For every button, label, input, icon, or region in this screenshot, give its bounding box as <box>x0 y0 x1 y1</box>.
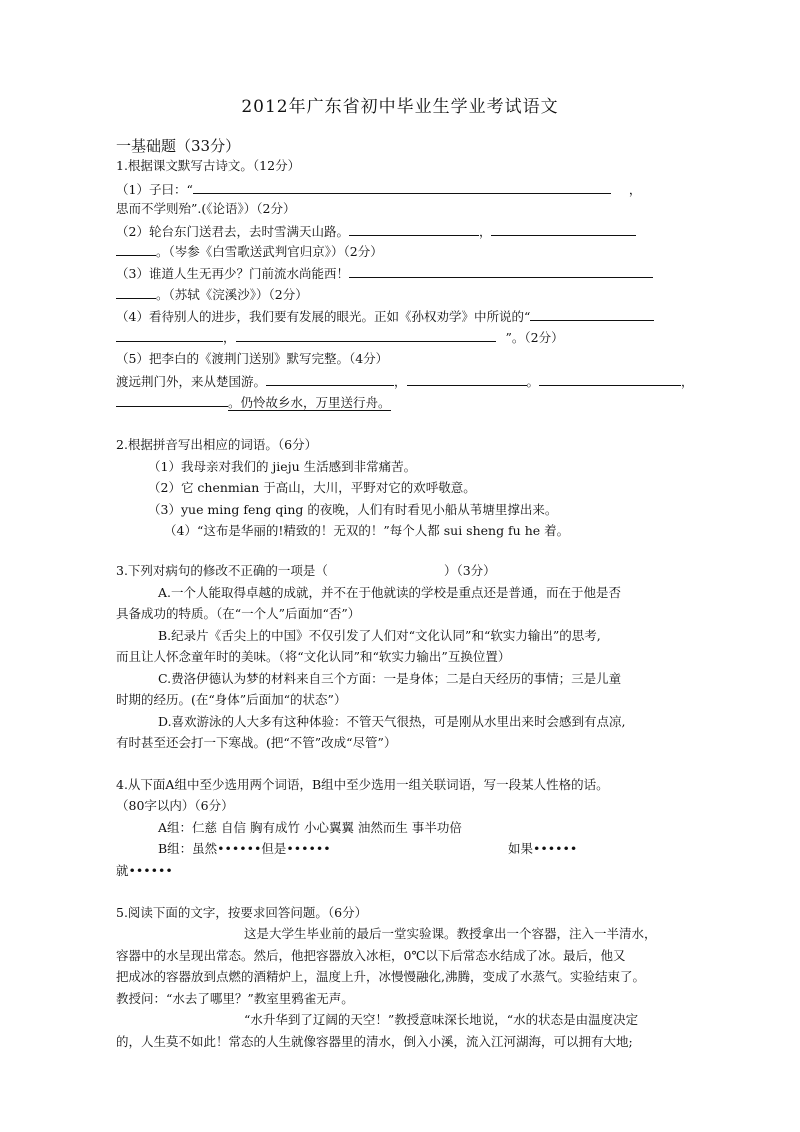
q1-item-5-period: 。 <box>526 374 540 389</box>
q1-item-2-line <box>116 222 636 241</box>
q2-heading: 2.根据拼音写出相应的词语。（6分） <box>116 437 318 452</box>
answer-blank[interactable] <box>349 264 653 278</box>
q1-item-1-prompt: （1）子曰：“ <box>116 182 193 197</box>
q3-option-b: B.纪录片《舌尖上的中国》不仅引发了人们对“文化认同”和“软实力输出”的思考, <box>158 628 601 643</box>
q1-item-2-end <box>116 242 383 261</box>
q3-heading <box>116 562 496 580</box>
q1-item-4-prompt: （4）看待别人的进步，我们要有发展的眼光。正如《孙权劝学》中所说的“ <box>116 309 531 324</box>
q1-item-5-prompt: 渡远荆门外，来从楚国游。 <box>116 374 267 389</box>
q2-item-1: （1）我母亲对我们的 jieju 生活感到非常痛苦。 <box>148 459 417 474</box>
answer-blank[interactable] <box>236 328 496 342</box>
answer-blank[interactable] <box>116 328 223 342</box>
answer-blank[interactable] <box>530 307 654 321</box>
answer-blank[interactable] <box>193 180 611 194</box>
q2-item-3: （3）yue ming feng qing 的夜晚，人们有时看见小船从苇塘里撑出来。 <box>148 502 558 517</box>
q1-item-4-end <box>116 328 564 347</box>
answer-blank[interactable] <box>116 242 156 256</box>
q1-item-5-comma: ， <box>394 374 407 389</box>
q5-passage-line-1: 这是大学生毕业前的最后一堂实验课。教授拿出一个容器，注入一半清水， <box>244 926 657 941</box>
answer-blank[interactable] <box>116 285 156 299</box>
q1-item-5-comma-2: ， <box>681 374 694 389</box>
q1-item-2-comma: ， <box>478 224 492 239</box>
q1-item-2-source: 。（岑参《白雪歌送武判官归京》）（2分） <box>156 244 383 259</box>
answer-blank[interactable] <box>539 372 681 386</box>
q5-heading: 5.阅读下面的文字，按要求回答问题。（6分） <box>116 905 368 920</box>
answer-blank[interactable] <box>349 222 479 236</box>
q1-heading: 1.根据课文默写古诗文。（12分） <box>116 158 301 173</box>
q1-item-2-prompt: （2）轮台东门送君去，去时雪满天山路。 <box>116 224 349 239</box>
q1-item-1-comma: ， <box>628 182 642 197</box>
q1-item-3-source: 。（苏轼《浣溪沙》）（2分） <box>156 287 308 302</box>
q5-passage-line-5: “水升华到了辽阔的天空！”教授意味深长地说，“水的状态是由温度决定 <box>244 1012 639 1027</box>
q1-item-5-final: 。仍怜故乡水，万里送行舟。 <box>228 395 391 410</box>
q5-passage-line-2: 容器中的水呈现出常态。然后，他把容器放入冰柜，0℃以下后常态水结成了冰。最后，他又 <box>116 948 626 963</box>
q3-option-c-cont: 时期的经历。(在“身体”后面加“的状态”） <box>116 692 347 707</box>
q4-group-b-if: 如果•••••• <box>508 841 578 856</box>
q1-item-4-comma: ， <box>223 330 236 345</box>
q5-passage-line-4: 教授问：“水去了哪里？”教室里鸦雀无声。 <box>116 991 354 1006</box>
q1-item-3-prompt: （3）谁道人生无再少？门前流水尚能西！ <box>116 266 349 281</box>
q3-option-a-cont: 具备成功的特质。（在“一个人”后面加“否”） <box>116 606 361 621</box>
q3-option-c: C.费洛伊德认为梦的材料来自三个方面：一是身体；二是白天经历的事情；三是儿童 <box>158 671 622 686</box>
q1-item-5-end <box>116 393 391 412</box>
q1-item-3-line <box>116 264 653 283</box>
q4-group-b: B组：虽然••••••但是•••••• <box>158 841 331 856</box>
q4-limit: （80字以内）（6分） <box>116 798 234 813</box>
q1-item-1-source: 思而不学则殆”.(《论语》）（2分） <box>116 201 296 216</box>
q3-option-d-cont: 有时甚至还会打一下寒战。(把“不管”改成“尽管”） <box>116 735 397 750</box>
q5-passage-line-6: 的，人生莫不如此！常态的人生就像容器里的清水，倒入小溪，流入江河湖海，可以拥有大地; <box>116 1034 633 1049</box>
q3-option-b-cont: 而且让人怀念童年时的美味。（将“文化认同”和“软实力输出”互换位置） <box>116 649 511 664</box>
answer-blank[interactable] <box>407 372 527 386</box>
answer-blank[interactable] <box>266 372 394 386</box>
q5-passage-line-3: 把成冰的容器放到点燃的酒精炉上，温度上升，冰慢慢融化,沸腾，变成了水蒸气。实验结束了。 <box>116 969 645 984</box>
q4-group-a: A组：仁慈 自信 胸有成竹 小心翼翼 油然而生 事半功倍 <box>158 820 462 835</box>
section-heading: 一基础题（33分） <box>116 137 241 155</box>
q2-item-4: （4）“这布是华丽的!精致的！无双的！”每个人都 sui sheng fu he 着。 <box>164 523 570 538</box>
q3-prompt: 3.下列对病句的修改不正确的一项是（ <box>116 563 328 578</box>
q3-option-a: A.一个人能取得卓越的成就，并不在于他就读的学校是重点还是普通，而在于他是否 <box>158 585 622 600</box>
q2-item-2: （2）它 chenmian 于高山，大川，平野对它的欢呼敬意。 <box>148 480 476 495</box>
q1-item-1-line <box>116 180 641 199</box>
answer-blank[interactable] <box>491 222 636 236</box>
q1-item-4-line <box>116 307 654 326</box>
q4-heading: 4.从下面A组中至少选用两个词语，B组中至少选用一组关联词语，写一段某人性格的话。 <box>116 777 609 792</box>
q1-item-5-line <box>116 372 694 391</box>
q4-group-b-then: 就•••••• <box>116 863 173 878</box>
q1-item-4-mark: ”。（2分） <box>505 330 564 345</box>
answer-blank[interactable] <box>116 393 228 407</box>
q1-item-5-heading: （5）把李白的《渡荆门送别》默写完整。（4分） <box>116 351 389 366</box>
q3-score: ）（3分） <box>443 563 496 578</box>
q3-option-d: D.喜欢游泳的人大多有这种体验：不管天气很热，可是刚从水里出来时会感到有点凉, <box>158 714 626 729</box>
page-title: 2012年广东省初中毕业生学业考试语文 <box>241 97 559 117</box>
q1-item-3-end <box>116 285 308 304</box>
